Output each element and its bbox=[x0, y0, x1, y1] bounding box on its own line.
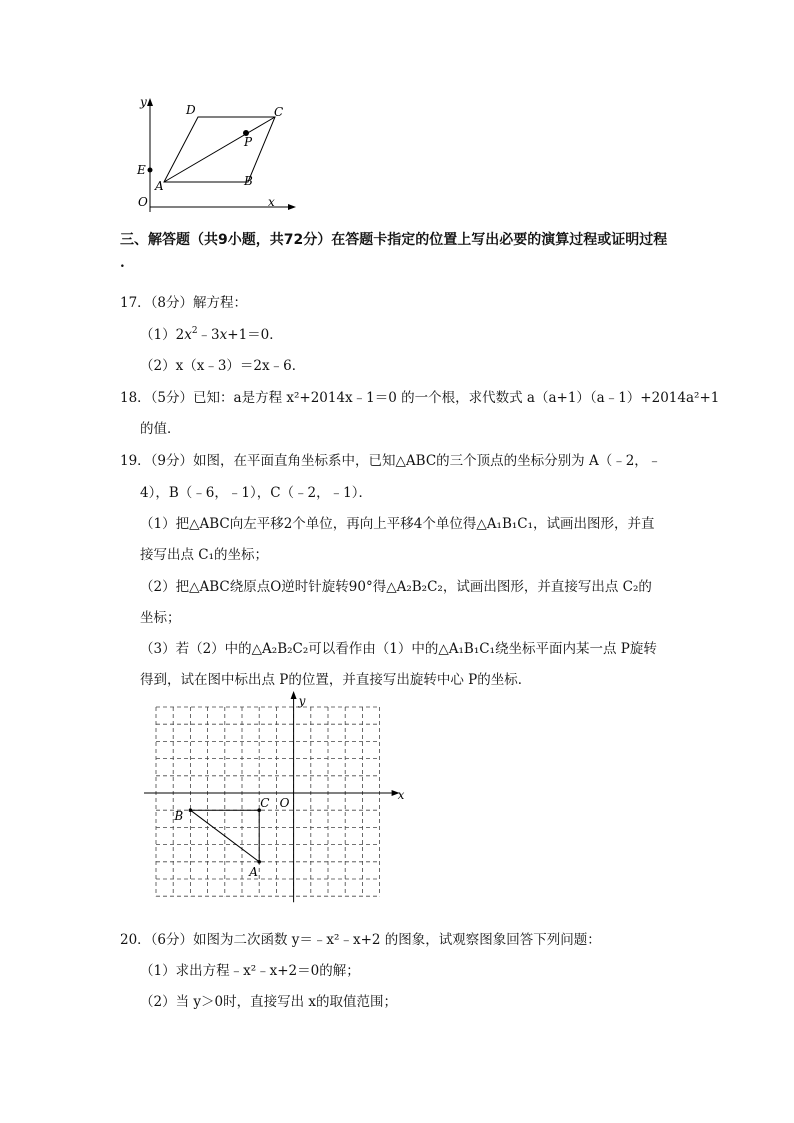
point-b bbox=[189, 808, 193, 812]
x-axis-arrow bbox=[288, 204, 296, 210]
fig1-x-label: x bbox=[268, 195, 275, 209]
q17-part2: （2）x（x﹣3）＝2x﹣6． bbox=[140, 358, 306, 374]
fig2-o-label: O bbox=[279, 796, 290, 810]
q20-part1: （1）求出方程﹣x²﹣x+2＝0的解； bbox=[140, 963, 360, 979]
q17-stem: 17．（8分）解方程： bbox=[120, 295, 248, 311]
q19-part2-line2: 坐标； bbox=[140, 610, 181, 626]
q18-line1: 18．（5分）已知：a是方程 x²+2014x﹣1＝0 的一个根，求代数式 a（a+1）（a﹣1）+2014a²+1 bbox=[120, 390, 720, 406]
fig1-o-label: O bbox=[138, 195, 148, 209]
fig1-a-label: A bbox=[155, 179, 164, 193]
q19-part1-line1: （1）把△ABC向左平移2个单位，再向上平移4个单位得△A₁B₁C₁，试画出图形，并直 bbox=[140, 516, 655, 532]
point-a bbox=[257, 860, 261, 864]
fig1-c-label: C bbox=[274, 105, 284, 119]
q18-line2: 的值． bbox=[140, 421, 181, 437]
fig1-e-label: E bbox=[137, 163, 146, 177]
fig1-y-label: y bbox=[140, 95, 147, 109]
fig2-x-label: x bbox=[397, 788, 405, 802]
section3-heading: 三、解答题（共9小题，共72分）在答题卡指定的位置上写出必要的演算过程或证明过程 bbox=[120, 232, 668, 248]
section3-heading-dot: . bbox=[120, 255, 125, 271]
y-axis-arrow bbox=[147, 98, 153, 106]
fig2-c-label: C bbox=[260, 796, 270, 811]
q19-part3-line2: 得到，试在图中标出点 P的位置，并直接写出旋转中心 P的坐标． bbox=[140, 672, 532, 688]
fig1-d-label: D bbox=[186, 103, 196, 117]
coordinate-grid-figure bbox=[140, 690, 405, 915]
fig2-y-label: y bbox=[298, 694, 306, 708]
q19-part1-line2: 接写出点 C₁的坐标； bbox=[140, 547, 269, 563]
parallelogram-figure bbox=[130, 92, 300, 216]
q20-part2: （2）当 y＞0时，直接写出 x的取值范围； bbox=[140, 994, 398, 1010]
q19-part3-line1: （3）若（2）中的△A₂B₂C₂可以看作由（1）中的△A₁B₁C₁绕坐标平面内某一点 P旋转 bbox=[140, 641, 657, 657]
y-axis-arrow bbox=[291, 691, 297, 699]
q19-line2: 4），B（﹣6，﹣1），C（﹣2，﹣1）． bbox=[140, 485, 372, 501]
q19-part2-line1: （2）把△ABC绕原点O逆时针旋转90°得△A₂B₂C₂，试画出图形，并直接写出点 C₂的 bbox=[140, 579, 652, 595]
fig1-b-label: B bbox=[244, 174, 253, 188]
fig2-b-label: B bbox=[174, 809, 184, 824]
q17-part1: $(1)2x^2﹣3x+1=0$． bbox=[140, 326, 283, 343]
point-e bbox=[148, 168, 153, 173]
fig1-p-label: P bbox=[244, 135, 253, 149]
q19-line1: 19．（9分）如图，在平面直角坐标系中，已知△ABC的三个顶点的坐标分别为 A（﹣2，﹣ bbox=[120, 453, 662, 469]
fig2-a-label: A bbox=[249, 864, 258, 879]
q20-line1: 20．（6分）如图为二次函数 y＝﹣x²﹣x+2 的图象，试观察图象回答下列问题： bbox=[120, 932, 601, 948]
